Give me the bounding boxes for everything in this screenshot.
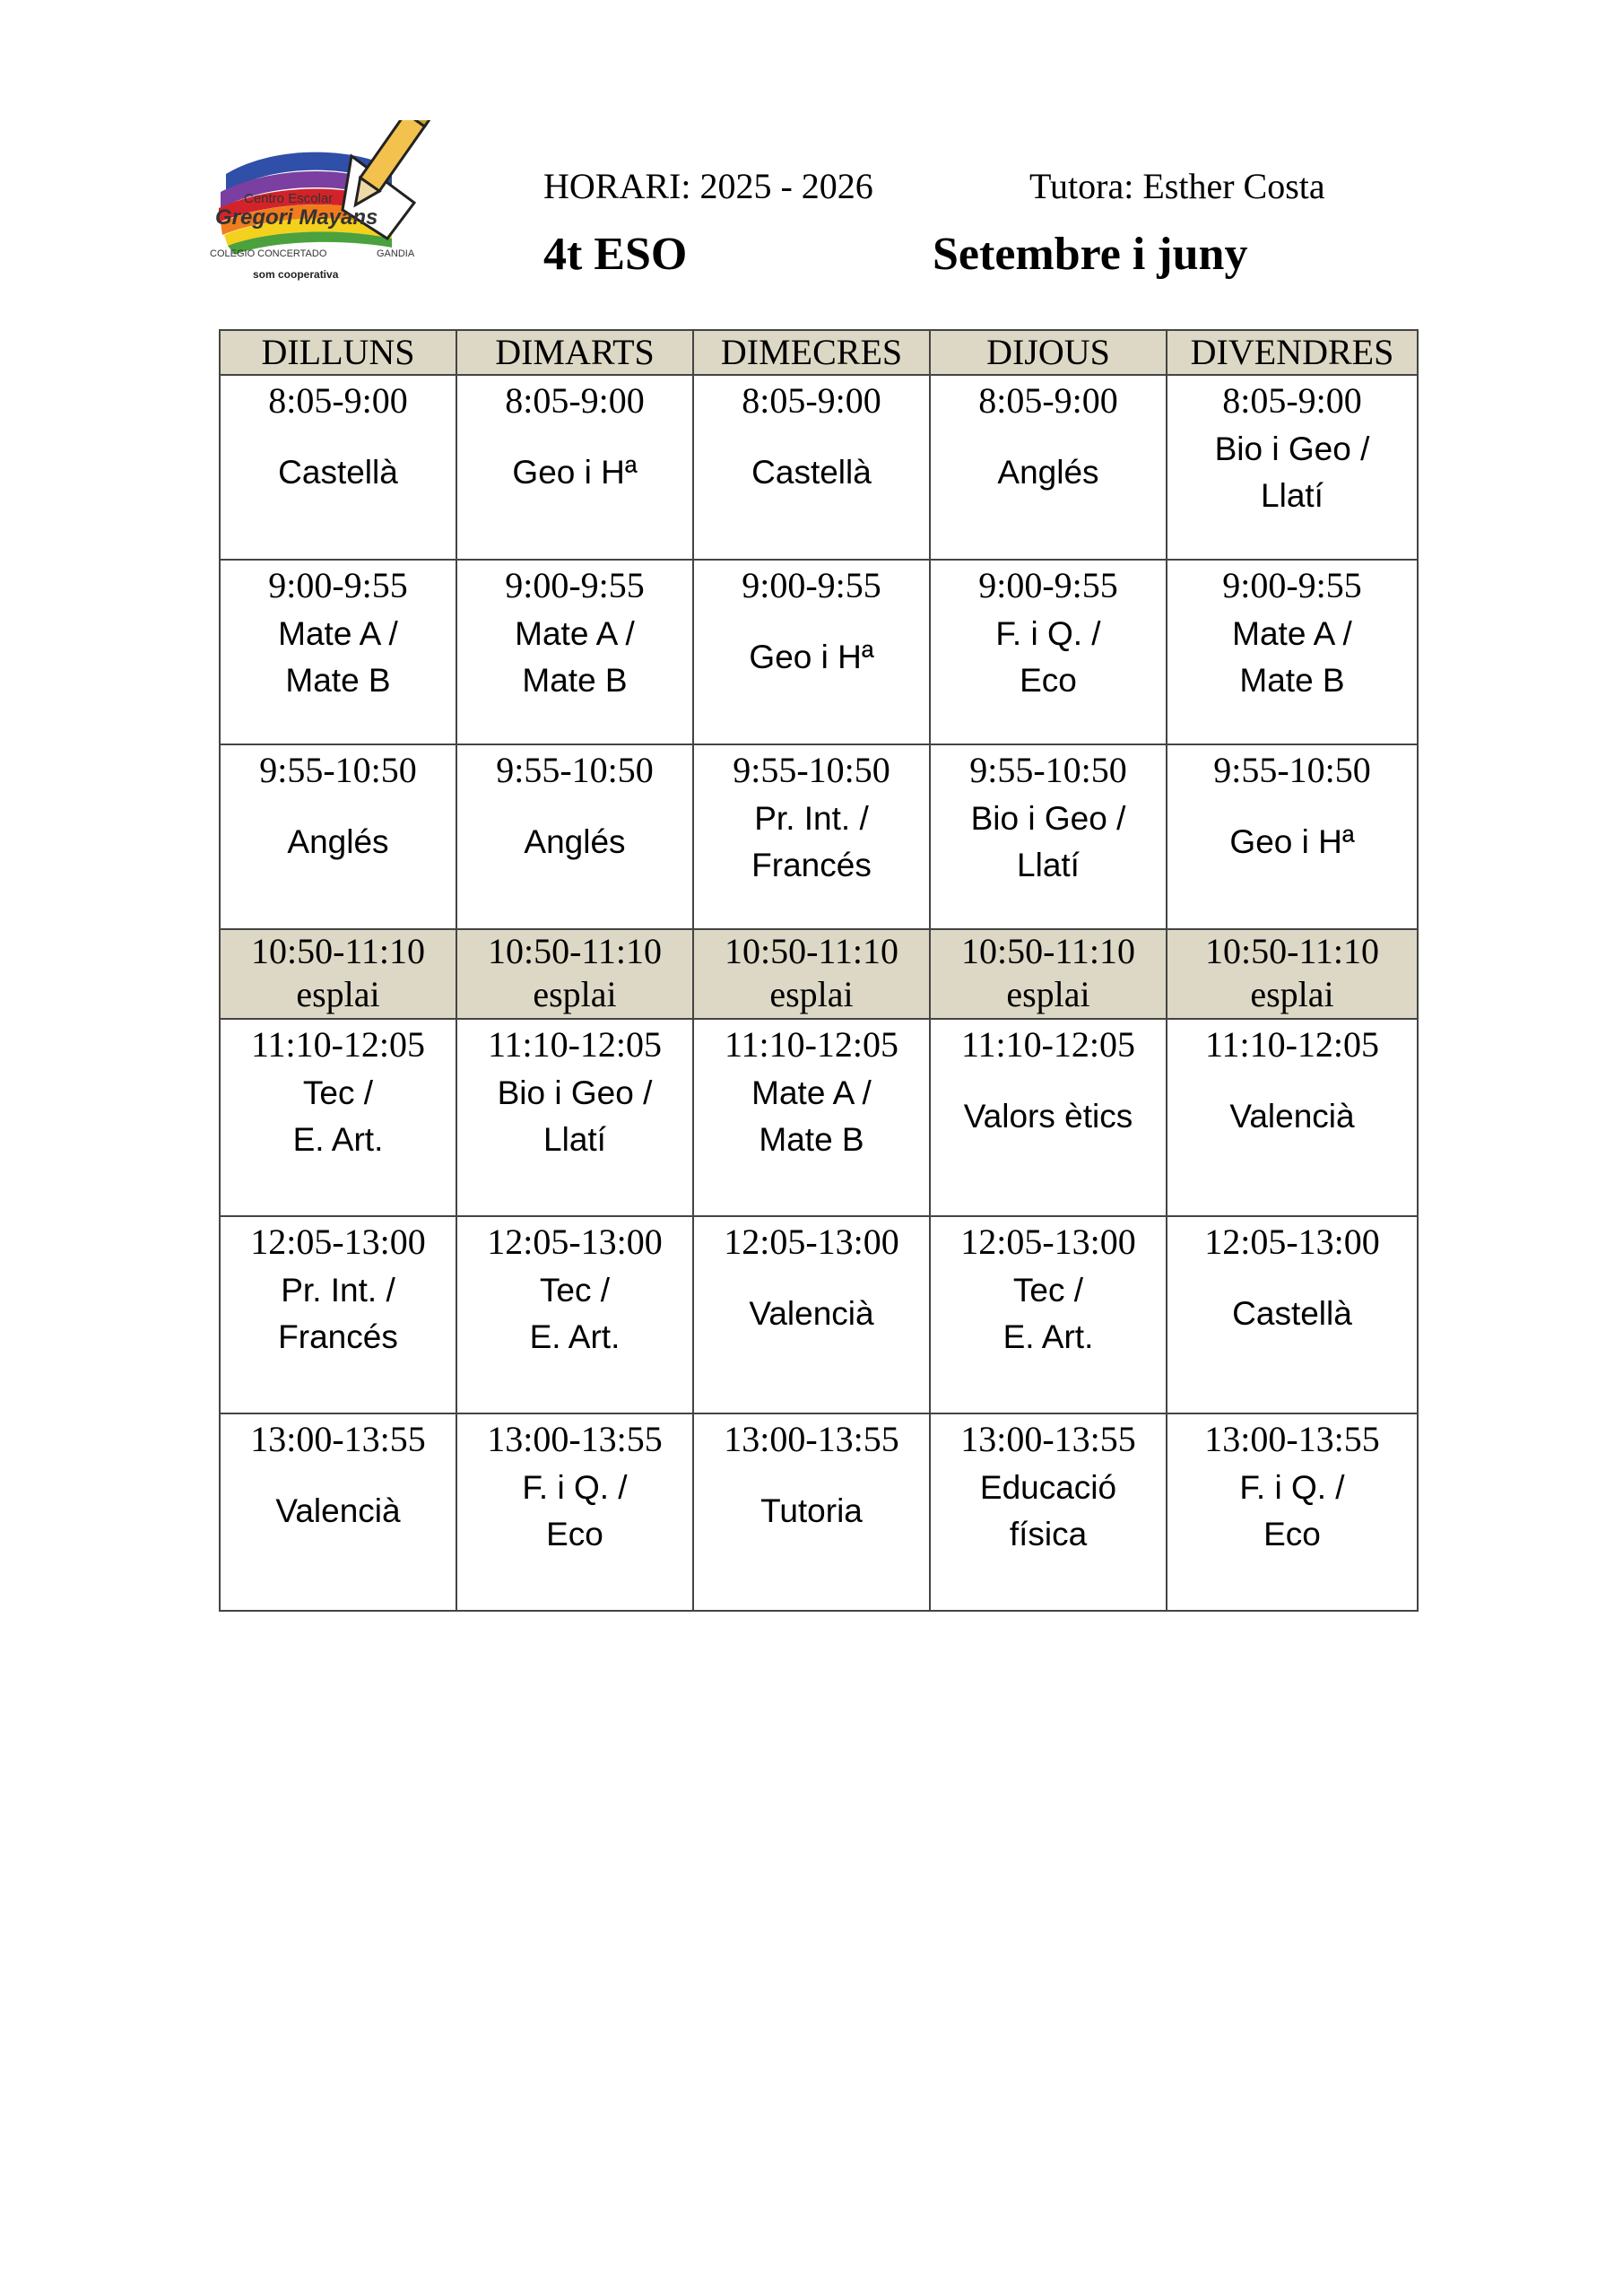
schedule-cell (1167, 560, 1418, 744)
logo-line2: Gregori Mayans (215, 205, 378, 230)
break-time: 10:50-11:10 (250, 931, 426, 971)
schedule-cell (930, 375, 1167, 560)
break-label: esplai (296, 974, 380, 1014)
schedule-cell (456, 1216, 693, 1413)
day-header: DIMECRES (693, 330, 930, 375)
cell-subject: Anglés (997, 454, 1099, 491)
period-row (220, 1216, 1418, 1413)
cell-time: 9:55-10:50 (259, 750, 417, 790)
period-row (220, 1413, 1418, 1611)
break-cell (693, 929, 930, 1019)
schedule-cell (930, 1216, 1167, 1413)
cell-subject: Mate A / Mate B (751, 1074, 872, 1158)
schedule-cell (693, 560, 930, 744)
cell-time: 13:00-13:55 (487, 1419, 663, 1459)
cell-subject: Castellà (278, 454, 398, 491)
cell-time: 11:10-12:05 (724, 1024, 899, 1065)
cell-time: 9:00-9:55 (1222, 565, 1362, 605)
period-row (220, 560, 1418, 744)
cell-subject: Valors ètics (963, 1098, 1133, 1135)
cell-subject: Tec / E. Art. (1002, 1272, 1094, 1355)
cell-time: 13:00-13:55 (1204, 1419, 1380, 1459)
cell-subject: Bio i Geo / Llatí (1214, 430, 1370, 514)
cell-subject: Pr. Int. / Francés (278, 1272, 398, 1355)
schedule-cell (220, 1019, 456, 1216)
cell-time: 11:10-12:05 (960, 1024, 1136, 1065)
cell-subject: Geo i Hª (1229, 823, 1355, 860)
cell-subject: Mate A / Mate B (515, 615, 635, 699)
day-header: DIJOUS (930, 330, 1167, 375)
cell-time: 9:55-10:50 (733, 750, 890, 790)
cell-time: 11:10-12:05 (1204, 1024, 1380, 1065)
schedule-cell (1167, 744, 1418, 929)
schedule-cell (930, 560, 1167, 744)
cell-time: 9:00-9:55 (505, 565, 645, 605)
cell-subject: Pr. Int. / Francés (751, 800, 872, 883)
cell-subject: Mate A / Mate B (278, 615, 398, 699)
cell-subject: Geo i Hª (749, 639, 874, 675)
period-row (220, 375, 1418, 560)
cell-time: 9:00-9:55 (742, 565, 881, 605)
break-time: 10:50-11:10 (960, 931, 1136, 971)
school-logo-graphic (208, 120, 441, 291)
schedule-cell (456, 1019, 693, 1216)
cell-time: 12:05-13:00 (1204, 1222, 1380, 1262)
schedule-table (219, 329, 1419, 1612)
cell-subject: Educació física (979, 1469, 1117, 1552)
schedule-cell (456, 375, 693, 560)
day-header: DIVENDRES (1167, 330, 1418, 375)
cell-time: 12:05-13:00 (960, 1222, 1136, 1262)
schedule-cell (220, 744, 456, 929)
schedule-cell (220, 375, 456, 560)
schedule-year: HORARI: 2025 - 2026 (543, 166, 873, 206)
break-label: esplai (769, 974, 854, 1014)
cell-subject: F. i Q. / Eco (1239, 1469, 1345, 1552)
break-label: esplai (1250, 974, 1334, 1014)
break-time: 10:50-11:10 (1204, 931, 1380, 971)
break-time: 10:50-11:10 (487, 931, 663, 971)
cell-time: 13:00-13:55 (250, 1419, 426, 1459)
cell-subject: Valencià (1229, 1098, 1355, 1135)
cell-subject: Mate A / Mate B (1232, 615, 1352, 699)
logo-line4: GANDIA (377, 248, 415, 259)
day-header: DIMARTS (456, 330, 693, 375)
period-row (220, 1019, 1418, 1216)
break-time: 10:50-11:10 (724, 931, 899, 971)
cell-time: 11:10-12:05 (250, 1024, 426, 1065)
period-title: Setembre i juny (933, 229, 1248, 280)
cell-subject: Anglés (287, 823, 389, 860)
cell-time: 9:55-10:50 (1213, 750, 1371, 790)
logo-line3: COLEGIO CONCERTADO (210, 248, 327, 259)
cell-subject: Geo i Hª (512, 454, 638, 491)
schedule-cell (1167, 1413, 1418, 1611)
schedule-cell (693, 375, 930, 560)
cell-subject: Castellà (751, 454, 872, 491)
break-cell (930, 929, 1167, 1019)
cell-subject: Castellà (1232, 1295, 1352, 1332)
schedule-cell (1167, 1216, 1418, 1413)
cell-subject: Anglés (524, 823, 626, 860)
day-header-row (220, 330, 1418, 375)
school-logo (208, 120, 441, 291)
break-label: esplai (533, 974, 617, 1014)
cell-time: 9:00-9:55 (978, 565, 1118, 605)
schedule-cell (220, 1216, 456, 1413)
cell-subject: Bio i Geo / Llatí (970, 800, 1126, 883)
cell-time: 12:05-13:00 (724, 1222, 899, 1262)
schedule-cell (693, 1413, 930, 1611)
cell-subject: Tec / E. Art. (292, 1074, 384, 1158)
break-label: esplai (1006, 974, 1090, 1014)
cell-time: 11:10-12:05 (487, 1024, 663, 1065)
cell-time: 8:05-9:00 (742, 380, 881, 421)
schedule-cell (220, 560, 456, 744)
logo-line5: som cooperativa (253, 268, 339, 281)
break-row (220, 929, 1418, 1019)
schedule-cell (1167, 1019, 1418, 1216)
break-cell (1167, 929, 1418, 1019)
cell-time: 12:05-13:00 (487, 1222, 663, 1262)
cell-subject: Bio i Geo / Llatí (497, 1074, 653, 1158)
break-cell (220, 929, 456, 1019)
schedule-cell (456, 560, 693, 744)
cell-subject: Valencià (749, 1295, 874, 1332)
cell-time: 13:00-13:55 (960, 1419, 1136, 1459)
cell-time: 8:05-9:00 (268, 380, 408, 421)
cell-time: 13:00-13:55 (724, 1419, 899, 1459)
schedule-cell (930, 744, 1167, 929)
cell-time: 9:55-10:50 (496, 750, 654, 790)
cell-subject: Tec / E. Art. (529, 1272, 621, 1355)
cell-subject: Tutoria (760, 1492, 863, 1529)
cell-subject: Valencià (275, 1492, 401, 1529)
schedule-cell (693, 1216, 930, 1413)
schedule-cell (930, 1413, 1167, 1611)
schedule-cell (693, 1019, 930, 1216)
schedule-cell (693, 744, 930, 929)
cell-time: 12:05-13:00 (250, 1222, 426, 1262)
schedule-cell (456, 1413, 693, 1611)
course-title: 4t ESO (543, 229, 688, 280)
schedule-cell (220, 1413, 456, 1611)
cell-time: 8:05-9:00 (1222, 380, 1362, 421)
cell-time: 9:00-9:55 (268, 565, 408, 605)
schedule-cell (1167, 375, 1418, 560)
schedule-cell (456, 744, 693, 929)
schedule-cell (930, 1019, 1167, 1216)
cell-subject: F. i Q. / Eco (522, 1469, 628, 1552)
cell-time: 8:05-9:00 (978, 380, 1118, 421)
day-header: DILLUNS (220, 330, 456, 375)
tutor-name: Tutora: Esther Costa (1029, 166, 1325, 206)
break-cell (456, 929, 693, 1019)
logo-line1: Centro Escolar (244, 191, 334, 206)
period-row (220, 744, 1418, 929)
cell-time: 9:55-10:50 (969, 750, 1127, 790)
cell-subject: F. i Q. / Eco (995, 615, 1101, 699)
cell-time: 8:05-9:00 (505, 380, 645, 421)
